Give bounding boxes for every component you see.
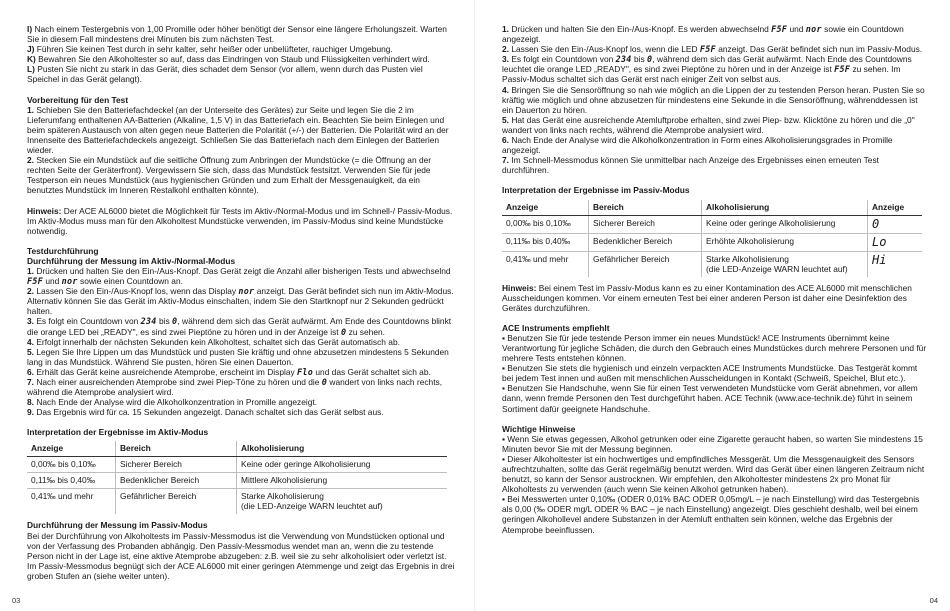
display-nor: nor [61, 276, 78, 287]
table-header-row [27, 441, 447, 457]
active-step-6: 6. Erhält das Gerät keine ausreichende Atemprobe, erscheint im Display Flo und das Gerät schaltet sich ab. [27, 366, 431, 377]
active-step-7: 7. Nach einer ausreichenden Atemprobe sind zwei Piep-Töne zu hören und die 0 wandert von links nach rechts, während die Atemprobe analysiert wird. [27, 377, 443, 398]
table-cell: Sicherer Bereich [589, 215, 702, 233]
table-cell: 0,00‰ bis 0,10‰ [31, 459, 96, 470]
table-header-cell: Anzeige [27, 441, 116, 457]
passive-paragraph: Bei der Durchführung von Alkoholtests im Passiv-Messmodus ist die Verwendung von Mundstücken optional und von der Verfassung des Probanden abhängig. Den Passiv-Messmodus wendet man an, wenn die zu testende Person nicht in der Lage ist, eine aktive Atemprobe abzugeben: z.B. weil sie zu sehr alkoholisiert oder verletzt ist. Im Passiv-Messmodus begnügt sich der ACE AL6000 mit einer geringen Atemmenge und zeigt das Ergebnis in drei groben Stufen an (siehe weiter unten). [27, 530, 455, 581]
note-paragraph: Hinweis: Bei einem Test im Passiv-Modus kann es zu einer Kontamination des ACE AL6000 mit menschlichen Ausscheidungen kommen. Vor einem erneuten Test bei einer anderen Person ist daher eine Desinfektion des Gerätes durchzuführen. [502, 282, 912, 313]
table-cell: Bedenklicher Bereich [116, 473, 237, 489]
passive-step-1: 1. Drücken und halten Sie den Ein-/Aus-Knopf. Es werden abwechselnd F5F und nor sowie ein Countdown angezeigt. [502, 24, 904, 45]
display-0: 0 [172, 316, 178, 327]
display-nor: nor [238, 286, 255, 297]
list-item: L) Pusten Sie nicht zu stark in das Gerät, dies schadet dem Sensor (vor allem, wenn durch das Pusten viel Speichel in das Gerät gelangt). [27, 64, 423, 85]
passive-step-7: 7. Im Schnell-Messmodus können Sie unmittelbar nach Anzeige des Ergebnisses einen erneuten Test durchführen. [502, 155, 879, 176]
items-ij [27, 24, 457, 85]
section-heading: Wichtige Hinweise [502, 423, 576, 434]
active-step-8: 8. Nach Ende der Analyse wird die Alkoholkonzentration in Promille angezeigt. [27, 397, 318, 408]
display-234: 234 [140, 316, 157, 327]
table-row [27, 473, 447, 489]
display-0: 0 [647, 54, 653, 65]
table-cell: 0,11‰ bis 0,40‰ [27, 473, 116, 489]
list-item: J) Führen Sie keinen Test durch in sehr kalter, sehr heißer oder unbelüfteter, rauchiger Umgebung. [27, 44, 393, 55]
section-heading: ACE Instruments empfiehlt [502, 322, 610, 333]
table-cell: Bedenklicher Bereich [589, 233, 702, 251]
active-step-1: 1. Drücken und halten Sie den Ein-/Aus-Knopf. Das Gerät zeigt die Anzahl aller bisherigen Tests und abwechselnd F5F und nor sowie einen Countdown an. [27, 265, 451, 287]
table-cell: 0,00‰ bis 0,10‰ [506, 217, 571, 228]
list-item: ▪ Dieser Alkoholtester ist ein hochwertiges und empfindliches Messgerät. Um die Messgenauigkeit des Sensors aufrechtzuhalten, sollte das Gerät regelmäßig benutzt werden. Wird das Gerät über einen längeren Zeitraum nicht benutzt, so kann der Sensor austrocknen. Wir empfehlen, den Alkoholtester mindestens 2x pro Monat für Alkoholtests zu verwenden (auch wenn Sie keinen Alkohol getrunken haben). [502, 453, 925, 495]
table-header-cell: Bereich [116, 441, 237, 457]
table-header-row [502, 200, 922, 216]
list-item: ▪ Bei Messwerten unter 0,10‰ (ODER 0,01% BAC ODER 0,05mg/L – je nach Einstellung) wird das Testergebnis als 0,00 (‰ ODER mg/L ODER % BAC – je nach Einstellung) angezeigt. Dies geschieht deshalb, weil bei einem geringen Alkohollevel andere Substanzen in der Atemluft enthalten sein können, welche das Ergebnis der Atemprobe beeinflussen. [502, 494, 920, 535]
passive-step-2: 2. Lassen Sie den Ein-/Aus-Knopf los, wenn die LED F5F anzeigt. Das Gerät befindet sich nun im Passiv-Modus. [502, 44, 923, 55]
active-step-3: 3. Es folgt ein Countdown von 234 bis 0, während dem sich das Gerät aufwärmt. Am Ende des Countdowns blinkt die orange LED bei „READY", es sind zwei Pieptöne zu hören und in der Anzeige ist 0 zu sehen. [27, 316, 452, 337]
prep-step-2: 2. Stecken Sie ein Mundstück auf die seitliche Öffnung zum Anbringen der Mundstücke (= die Öffnung an der rechten Seite der Geräterfront). Vergewissern Sie sich, dass das Mundstück festsitzt. Verwenden Sie für jede Testperson ein neues Mundstück (aus hygienischen Gründen und zum Erhalt der Messgenauigkeit, da ein benutztes Mundstück im Inneren Restalkohl enthalten könnte). [27, 155, 432, 196]
table-cell: Keine oder geringe Alkoholisierung [702, 215, 868, 233]
table-header-cell: Alkoholisierung [237, 441, 448, 457]
passive-step-6: 6. Nach Ende der Analyse wird die Alkoholkonzentration in Form eines Alkoholisierungsgrades in Promille angezeigt. [502, 135, 893, 156]
display-fsf: F5F [27, 276, 44, 287]
table-header-cell: Alkoholisierung [702, 200, 868, 216]
table-cell: Starke Alkoholisierung (die LED-Anzeige WARN leuchtet auf) [702, 251, 868, 277]
display-fsf: F5F [834, 64, 851, 75]
table-cell: Mittlere Alkoholisierung [237, 473, 448, 489]
table-heading: Interpretation der Ergebnisse im Aktiv-Modus [27, 427, 209, 438]
table-row [502, 233, 922, 251]
page-number: 04 [929, 596, 938, 605]
table-cell: 0,11‰ bis 0,40‰ [502, 233, 589, 251]
display-symbol: Hi [868, 251, 923, 277]
active-step-4: 4. Erfolgt innerhalb der nächsten Sekunden kein Alkoholtest, schaltet sich das Gerät automatisch ab. [27, 336, 400, 347]
list-item: ▪ Benutzen Sie für jede testende Person immer ein neues Mundstück! ACE Instruments übernimmt keine Verantwortung für jegliche Schäden, die durch den Gebrauch eines Mundstückes durch mehrere Personen und für mehrere Tests entstehen können. [502, 332, 927, 364]
display-flo: Flo [297, 366, 314, 377]
right-page [475, 0, 950, 611]
table-heading: Interpretation der Ergebnisse im Passiv-Modus [502, 185, 690, 196]
subsection-heading: Durchführung der Messung im Aktiv-/Normal-Modus [27, 255, 236, 266]
list-item: ▪ Benutzen Sie stets die hygienisch und einzeln verpackten ACE Instruments Mundstücke. Das Testgerät kommt bei jedem Test innen und außen mit menschlichen Ausscheidungen in Kontakt (Schweiß, Speichel, Blut etc.). [502, 363, 918, 384]
table-cell: Gefährlicher Bereich [116, 489, 237, 515]
list-item: I) Nach einem Testergebnis von 1,00 Promille oder höher benötigt der Sensor eine längere Erholungszeit. Warten Sie in diesem Fall mindestens drei Minuten bis zum nächsten Test. [27, 24, 447, 45]
list-item: ▪ Wenn Sie etwas gegessen, Alkohol getrunken oder eine Zigarette geraucht haben, so warten Sie mindestens 15 Minuten bevor Sie mit der Messung beginnen. [502, 433, 923, 454]
display-symbol: Lo [868, 233, 923, 251]
list-item: ▪ Benutzen Sie Handschuhe, wenn Sie für einen Test verwendeten Mundstücke vom Gerät abnehmen, vor allem dann, wenn fremde Personen den Test durchgeführt haben. ACE Technik (www.ace-technik.de) führt in seinem Sortiment dafür geeignete Handschuhe. [502, 383, 918, 414]
subsection-heading: Durchführung der Messung im Passiv-Modus [27, 520, 208, 531]
table-row [502, 215, 922, 233]
table-row [27, 457, 447, 473]
passive-step-5: 5. Hat das Gerät eine ausreichende Atemluftprobe erhalten, sind zwei Piep- bzw. Klicktöne zu hören und die „0" wandert von links nach rechts, während die Atemprobe analysiert wird. [502, 114, 915, 135]
table-cell: 0,41‰ und mehr [27, 489, 116, 515]
display-fsf: F5F [699, 44, 716, 55]
table-cell: Keine oder geringe Alkoholisierung [237, 457, 448, 473]
table-cell: Gefährlicher Bereich [589, 251, 702, 277]
display-fsf: F5F [771, 24, 788, 34]
active-step-2: 2. Lassen Sie den Ein-/Aus-Knopf los, wenn das Display nor anzeigt. Das Gerät befindet sich nun im Aktiv-Modus. Alternativ können Sie das Gerät im Aktiv-Modus einschalten, indem Sie den Startknopf nur 2 Sekunden gedrückt halten. [27, 286, 454, 317]
table-cell: 0,41‰ und mehr [502, 251, 589, 277]
passive-results-table [502, 200, 922, 277]
display-0: 0 [340, 326, 347, 337]
section-heading: Testdurchführung [27, 245, 99, 256]
active-results-table [27, 441, 447, 514]
prep-step-1: 1. Schieben Sie den Batteriefachdeckel (an der Unterseite des Gerätes) zur Seite und legen Sie die 2 im Lieferumfang enthaltenen AA-Batterien (Alkaline, 1,5 V) in das Batteriefach ein. Beachten Sie beim Einlegen und beim späteren Austausch von alten gegen neue Batterien die Polarität (+/-) der Batterien. Die Polarität wird an der Innenseite des Batteriefachdeckels angezeigt. Schließen Sie das Batteriefach nach dem Einlegen der Batterien wieder. [27, 104, 449, 156]
active-step-5: 5. Legen Sie Ihre Lippen um das Mundstück und pusten Sie kräftig und ohne abzusetzen mindestens 5 Sekunden lang in das Mundstück. Während Sie pusten, hören Sie einen Dauerton. [27, 346, 449, 367]
display-0: 0 [321, 377, 328, 387]
passive-step-4: 4. Bringen Sie die Sensoröffnung so nah wie möglich an die Lippen der zu testenden Person heran. Pusten Sie so kräftig wie möglich und ohne abzusetzen für mindestens eine Sekunde in die Sensoröffnung, währenddessen ist ein Dauerton zu hören. [502, 84, 925, 115]
display-nor: nor [805, 24, 822, 34]
page-number: 03 [12, 596, 21, 605]
table-row [27, 489, 447, 515]
display-234: 234 [615, 54, 632, 65]
passive-step-3: 3. Es folgt ein Countdown von 234 bis 0, während dem sich das Gerät aufwärmt. Nach Ende des Countdowns leuchtet die orange LED „READY", es sind zwei Pieptöne zu hören und in der Anzeige ist F5F zu sehen. Im Passiv-Modus schaltet sich das Gerät erst nach einiger Zeit von selbst aus. [502, 54, 912, 85]
display-symbol: 0 [868, 215, 923, 233]
note-paragraph: Hinweis: Der ACE AL6000 bietet die Möglichkeit für Tests im Aktiv-/Normal-Modus und im Schnell-/ Passiv-Modus. Im Aktiv-Modus muss man für den Alkoholtest Mundstücke verwenden, im Passiv-Modus sind keine Mundstücke notwendig. [27, 205, 453, 236]
table-cell: Sicherer Bereich [116, 457, 237, 473]
table-row [502, 251, 922, 277]
table-header-cell: Anzeige [502, 200, 589, 216]
table-header-cell: Anzeige [868, 200, 923, 216]
list-item: K) Bewahren Sie den Alkoholtester so auf, dass das Eindringen von Staub und Flüssigkeiten verhindert wird. [27, 54, 430, 65]
active-step-9: 9. Das Ergebnis wird für ca. 15 Sekunden angezeigt. Danach schaltet sich das Gerät selbst aus. [27, 407, 384, 418]
section-heading: Vorbereitung für den Test [27, 94, 129, 105]
table-cell: Erhöhte Alkoholisierung [702, 233, 868, 251]
table-header-cell: Bereich [589, 200, 702, 216]
table-cell: Starke Alkoholisierung (die LED-Anzeige WARN leuchtet auf) [237, 489, 448, 515]
